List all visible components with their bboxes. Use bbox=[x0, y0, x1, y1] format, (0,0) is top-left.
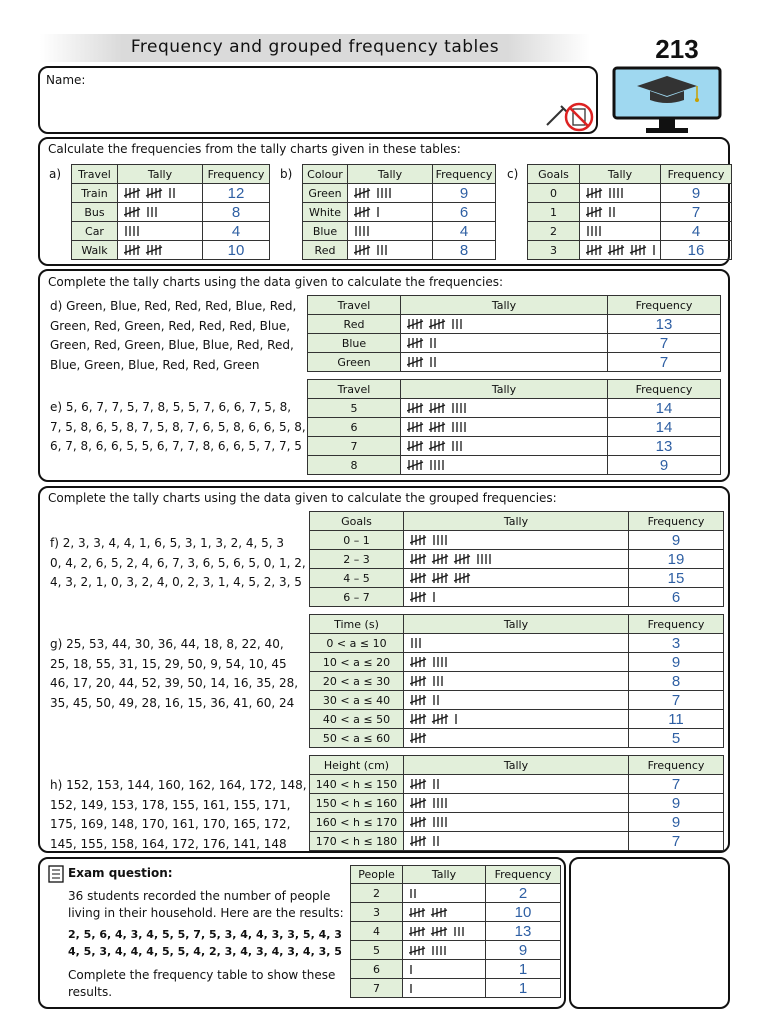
category-cell: 1 bbox=[528, 203, 580, 222]
tally-marks bbox=[410, 590, 440, 604]
category-cell: Green bbox=[308, 353, 401, 372]
tally-marks bbox=[410, 815, 452, 829]
exam-table bbox=[350, 865, 561, 998]
tally-cell[interactable] bbox=[404, 531, 629, 550]
category-cell: 160 < h ≤ 170 bbox=[310, 813, 404, 832]
tally-marks bbox=[410, 655, 452, 669]
category-cell: 10 < a ≤ 20 bbox=[310, 653, 404, 672]
tally-cell[interactable] bbox=[403, 922, 486, 941]
table-row bbox=[72, 241, 270, 260]
question-f-data: f) 2, 3, 3, 4, 4, 1, 6, 5, 3, 1, 3, 2, 4, 5, 3 0, 4, 2, 6, 5, 2, 4, 6, 7, 3, 6, 5, 6, 5, 0, 1, 2, 4, 3, 2, 1, 0, 3, 2, 4, 0, 2, 3, 1, 4, 5, 2, 3, 5 bbox=[50, 536, 306, 589]
tally-cell[interactable] bbox=[348, 203, 433, 222]
tally-marks bbox=[407, 420, 471, 434]
tally-marks bbox=[407, 355, 441, 369]
table-row bbox=[72, 222, 270, 241]
category-cell: 3 bbox=[351, 903, 403, 922]
tally-cell[interactable] bbox=[401, 418, 608, 437]
name-label: Name: bbox=[46, 73, 86, 87]
frequency-cell[interactable]: 7 bbox=[608, 334, 721, 353]
category-cell: 5 bbox=[308, 399, 401, 418]
frequency-cell[interactable]: 16 bbox=[661, 241, 732, 260]
category-cell: 4 bbox=[351, 922, 403, 941]
table-row bbox=[303, 203, 496, 222]
table-c-header-frequency: Frequency bbox=[661, 165, 732, 184]
table-row bbox=[310, 794, 724, 813]
tally-marks bbox=[410, 533, 452, 547]
table-row bbox=[528, 222, 732, 241]
table-row bbox=[72, 184, 270, 203]
category-cell: 140 < h ≤ 150 bbox=[310, 775, 404, 794]
table-c-header-tally: Tally bbox=[580, 165, 661, 184]
tally-marks bbox=[586, 205, 620, 219]
tally-marks bbox=[409, 925, 469, 938]
tally-marks bbox=[410, 674, 448, 688]
section-1-instruction: Calculate the frequencies from the tally charts given in these tables: bbox=[48, 142, 461, 156]
table-h-header-frequency: Frequency bbox=[629, 756, 724, 775]
page-number: 213 bbox=[655, 34, 699, 64]
category-cell: 0 – 1 bbox=[310, 531, 404, 550]
table-row bbox=[310, 634, 724, 653]
table-c bbox=[527, 164, 732, 260]
frequency-cell[interactable]: 6 bbox=[433, 203, 496, 222]
category-cell: Walk bbox=[72, 241, 118, 260]
table-b bbox=[302, 164, 496, 260]
section-3-instruction: Complete the tally charts using the data given to calculate the grouped frequencies: bbox=[48, 491, 557, 505]
table-row bbox=[308, 334, 721, 353]
tally-marks bbox=[586, 243, 660, 257]
tally-cell[interactable] bbox=[404, 832, 629, 851]
table-f-header-frequency: Frequency bbox=[629, 512, 724, 531]
tally-marks bbox=[586, 224, 606, 238]
table-row bbox=[310, 569, 724, 588]
tally-marks bbox=[586, 186, 628, 200]
table-row bbox=[351, 979, 561, 998]
category-cell: 50 < a ≤ 60 bbox=[310, 729, 404, 748]
tally-marks bbox=[410, 712, 462, 726]
tally-marks bbox=[124, 243, 172, 257]
frequency-cell[interactable]: 8 bbox=[629, 672, 724, 691]
category-cell: Blue bbox=[308, 334, 401, 353]
monitor-graduation-cap-icon bbox=[612, 66, 722, 136]
table-b-letter: b) bbox=[280, 167, 293, 181]
checklist-icon bbox=[48, 865, 64, 883]
category-cell: 7 bbox=[308, 437, 401, 456]
marks-box bbox=[569, 857, 730, 1009]
tally-marks bbox=[407, 317, 467, 331]
category-cell: White bbox=[303, 203, 348, 222]
frequency-cell[interactable]: 14 bbox=[608, 418, 721, 437]
category-cell: 3 bbox=[528, 241, 580, 260]
tally-marks bbox=[409, 887, 421, 900]
tally-cell[interactable] bbox=[580, 203, 661, 222]
exam-table-header-tally: Tally bbox=[403, 866, 486, 884]
table-e-header-category: Travel bbox=[308, 380, 401, 399]
tally-marks bbox=[410, 636, 426, 650]
category-cell: 150 < h ≤ 160 bbox=[310, 794, 404, 813]
frequency-cell[interactable]: 13 bbox=[608, 437, 721, 456]
tally-cell[interactable] bbox=[348, 241, 433, 260]
tally-cell[interactable] bbox=[401, 315, 608, 334]
exam-data: 2, 5, 6, 4, 3, 4, 5, 5, 7, 5, 3, 4, 4, 3, 3, 5, 4, 3 4, 5, 3, 4, 4, 4, 5, 5, 4, 2, 3, 4, 3, 4, 3, 4, 3, 5 bbox=[68, 928, 342, 958]
frequency-cell[interactable]: 13 bbox=[486, 922, 561, 941]
table-row bbox=[303, 222, 496, 241]
frequency-cell[interactable]: 15 bbox=[629, 569, 724, 588]
frequency-cell[interactable]: 2 bbox=[486, 884, 561, 903]
category-cell: Red bbox=[308, 315, 401, 334]
table-row bbox=[310, 588, 724, 607]
tally-cell[interactable] bbox=[348, 184, 433, 203]
category-cell: Blue bbox=[303, 222, 348, 241]
tally-marks bbox=[354, 186, 396, 200]
category-cell: 30 < a ≤ 40 bbox=[310, 691, 404, 710]
tally-marks bbox=[409, 982, 417, 995]
tally-cell[interactable] bbox=[401, 334, 608, 353]
tally-marks bbox=[354, 243, 392, 257]
table-e-header-tally: Tally bbox=[401, 380, 608, 399]
tally-cell[interactable] bbox=[580, 241, 661, 260]
category-cell: 0 bbox=[528, 184, 580, 203]
table-row bbox=[310, 550, 724, 569]
frequency-cell[interactable]: 7 bbox=[629, 691, 724, 710]
table-row bbox=[528, 184, 732, 203]
table-d-header-tally: Tally bbox=[401, 296, 608, 315]
table-e-header-frequency: Frequency bbox=[608, 380, 721, 399]
frequency-cell[interactable]: 8 bbox=[203, 203, 270, 222]
table-a-header-category: Travel bbox=[72, 165, 118, 184]
tally-cell[interactable] bbox=[404, 569, 629, 588]
tally-marks bbox=[410, 552, 496, 566]
frequency-cell[interactable]: 9 bbox=[486, 941, 561, 960]
category-cell: 0 < a ≤ 10 bbox=[310, 634, 404, 653]
table-row bbox=[308, 418, 721, 437]
table-h-header-tally: Tally bbox=[404, 756, 629, 775]
category-cell: Bus bbox=[72, 203, 118, 222]
exam-intro: 36 students recorded the number of people living in their household. Here are the results: bbox=[68, 889, 344, 920]
tally-marks bbox=[409, 906, 457, 919]
table-row bbox=[303, 241, 496, 260]
section-2-instruction: Complete the tally charts using the data given to calculate the frequencies: bbox=[48, 275, 504, 289]
tally-marks bbox=[410, 571, 480, 585]
tally-cell[interactable] bbox=[404, 775, 629, 794]
tally-cell[interactable] bbox=[404, 653, 629, 672]
category-cell: 6 – 7 bbox=[310, 588, 404, 607]
table-row bbox=[528, 203, 732, 222]
table-row bbox=[310, 710, 724, 729]
question-d-data: d) Green, Blue, Red, Red, Red, Blue, Red, Green, Red, Green, Red, Red, Red, Blue, Green, Red, Green, Blue, Blue, Red, Red, Blue, Green, Blue, Red, Red, Green bbox=[50, 299, 297, 372]
table-a-letter: a) bbox=[49, 167, 62, 181]
page-title: Frequency and grouped frequency tables bbox=[130, 37, 500, 57]
tally-cell[interactable] bbox=[580, 222, 661, 241]
table-d-header-frequency: Frequency bbox=[608, 296, 721, 315]
table-row bbox=[351, 922, 561, 941]
table-row bbox=[310, 775, 724, 794]
tally-marks bbox=[124, 205, 162, 219]
table-g-header-category: Time (s) bbox=[310, 615, 404, 634]
frequency-cell[interactable]: 9 bbox=[661, 184, 732, 203]
exam-table-header-category: People bbox=[351, 866, 403, 884]
tally-marks bbox=[410, 777, 444, 791]
tally-marks bbox=[410, 693, 444, 707]
frequency-cell[interactable]: 7 bbox=[629, 832, 724, 851]
tally-cell[interactable] bbox=[404, 794, 629, 813]
tally-marks bbox=[407, 439, 467, 453]
category-cell: Red bbox=[303, 241, 348, 260]
tally-marks bbox=[410, 796, 452, 810]
category-cell: 6 bbox=[308, 418, 401, 437]
frequency-cell[interactable]: 14 bbox=[608, 399, 721, 418]
frequency-cell[interactable]: 6 bbox=[629, 588, 724, 607]
table-row bbox=[308, 315, 721, 334]
category-cell: 2 bbox=[351, 884, 403, 903]
table-h-header-category: Height (cm) bbox=[310, 756, 404, 775]
frequency-cell[interactable]: 7 bbox=[629, 775, 724, 794]
table-row bbox=[351, 884, 561, 903]
tally-cell[interactable] bbox=[404, 813, 629, 832]
table-row bbox=[310, 531, 724, 550]
table-row bbox=[310, 813, 724, 832]
table-row bbox=[308, 437, 721, 456]
frequency-cell[interactable]: 11 bbox=[629, 710, 724, 729]
table-d bbox=[307, 295, 721, 372]
table-row bbox=[310, 729, 724, 748]
tally-cell[interactable] bbox=[404, 634, 629, 653]
tally-cell[interactable] bbox=[403, 960, 486, 979]
tally-cell[interactable] bbox=[404, 710, 629, 729]
table-row bbox=[310, 691, 724, 710]
category-cell: 5 bbox=[351, 941, 403, 960]
table-h bbox=[309, 755, 724, 851]
frequency-cell[interactable]: 8 bbox=[433, 241, 496, 260]
frequency-cell[interactable]: 13 bbox=[608, 315, 721, 334]
table-b-header-category: Colour bbox=[303, 165, 348, 184]
tally-cell[interactable] bbox=[401, 456, 608, 475]
tally-cell[interactable] bbox=[404, 588, 629, 607]
tally-cell[interactable] bbox=[118, 184, 203, 203]
table-row bbox=[308, 399, 721, 418]
tally-marks bbox=[354, 205, 384, 219]
tally-cell[interactable] bbox=[403, 903, 486, 922]
table-row bbox=[351, 903, 561, 922]
table-row bbox=[310, 832, 724, 851]
table-a-header-frequency: Frequency bbox=[203, 165, 270, 184]
frequency-cell[interactable]: 4 bbox=[433, 222, 496, 241]
tally-marks bbox=[410, 834, 444, 848]
tally-cell[interactable] bbox=[403, 941, 486, 960]
frequency-cell[interactable]: 19 bbox=[629, 550, 724, 569]
frequency-cell[interactable]: 9 bbox=[608, 456, 721, 475]
frequency-cell[interactable]: 10 bbox=[203, 241, 270, 260]
category-cell: 8 bbox=[308, 456, 401, 475]
tally-marks bbox=[409, 963, 417, 976]
tally-cell[interactable] bbox=[118, 241, 203, 260]
category-cell: 2 bbox=[528, 222, 580, 241]
tally-marks bbox=[410, 731, 436, 745]
tally-cell[interactable] bbox=[348, 222, 433, 241]
frequency-cell[interactable]: 5 bbox=[629, 729, 724, 748]
table-g bbox=[309, 614, 724, 748]
table-row bbox=[310, 653, 724, 672]
tally-cell[interactable] bbox=[118, 203, 203, 222]
frequency-cell[interactable]: 9 bbox=[629, 531, 724, 550]
frequency-cell[interactable]: 10 bbox=[486, 903, 561, 922]
frequency-cell[interactable]: 12 bbox=[203, 184, 270, 203]
question-e-data: e) 5, 6, 7, 7, 5, 7, 8, 5, 5, 7, 6, 6, 7, 5, 8, 7, 5, 8, 6, 5, 8, 7, 5, 8, 7, 6, 5, 8, 6, 6, 5, 8, 6, 7, 8, 6, 6, 5, 5, 6, 7, 7, 8, 6, 6, 5, 7, 7, 5 bbox=[50, 400, 306, 453]
table-a bbox=[71, 164, 270, 260]
tally-cell[interactable] bbox=[404, 691, 629, 710]
tally-cell[interactable] bbox=[404, 672, 629, 691]
table-row bbox=[303, 184, 496, 203]
category-cell: 40 < a ≤ 50 bbox=[310, 710, 404, 729]
table-d-header-category: Travel bbox=[308, 296, 401, 315]
table-c-letter: c) bbox=[507, 167, 519, 181]
category-cell: Train bbox=[72, 184, 118, 203]
category-cell: Car bbox=[72, 222, 118, 241]
frequency-cell[interactable]: 9 bbox=[433, 184, 496, 203]
frequency-cell[interactable]: 1 bbox=[486, 960, 561, 979]
tally-marks bbox=[407, 401, 471, 415]
table-b-header-tally: Tally bbox=[348, 165, 433, 184]
table-row bbox=[308, 353, 721, 372]
category-cell: 20 < a ≤ 30 bbox=[310, 672, 404, 691]
tally-marks bbox=[407, 458, 449, 472]
table-b-header-frequency: Frequency bbox=[433, 165, 496, 184]
frequency-cell[interactable]: 4 bbox=[203, 222, 270, 241]
table-row bbox=[351, 960, 561, 979]
frequency-cell[interactable]: 9 bbox=[629, 813, 724, 832]
tally-cell[interactable] bbox=[118, 222, 203, 241]
category-cell: Green bbox=[303, 184, 348, 203]
tally-cell[interactable] bbox=[401, 399, 608, 418]
frequency-cell[interactable]: 9 bbox=[629, 794, 724, 813]
no-calculator-icon bbox=[564, 102, 594, 132]
tally-cell[interactable] bbox=[401, 437, 608, 456]
table-f bbox=[309, 511, 724, 607]
table-row bbox=[528, 241, 732, 260]
table-g-header-frequency: Frequency bbox=[629, 615, 724, 634]
category-cell: 2 – 3 bbox=[310, 550, 404, 569]
tally-cell[interactable] bbox=[403, 884, 486, 903]
tally-marks bbox=[354, 224, 374, 238]
frequency-cell[interactable]: 7 bbox=[608, 353, 721, 372]
question-g-data: g) 25, 53, 44, 30, 36, 44, 18, 8, 22, 40, 25, 18, 55, 31, 15, 29, 50, 9, 54, 10, 45 46, 17, 20, 44, 52, 39, 50, 14, 16, 35, 28, 35, 45, 50, 49, 28, 16, 15, 36, 41, 60, 24 bbox=[50, 637, 299, 710]
table-f-header-category: Goals bbox=[310, 512, 404, 531]
tally-cell[interactable] bbox=[404, 729, 629, 748]
table-c-header-category: Goals bbox=[528, 165, 580, 184]
category-cell: 7 bbox=[351, 979, 403, 998]
frequency-cell[interactable]: 9 bbox=[629, 653, 724, 672]
question-h-data: h) 152, 153, 144, 160, 162, 164, 172, 148, 152, 149, 153, 178, 155, 161, 155, 171, 175, 169, 148, 170, 161, 170, 165, 172, 145, 155, 158, 164, 172, 176, 141, 148 bbox=[50, 778, 307, 851]
category-cell: 6 bbox=[351, 960, 403, 979]
tally-marks bbox=[124, 224, 144, 238]
table-row bbox=[308, 456, 721, 475]
frequency-cell[interactable]: 7 bbox=[661, 203, 732, 222]
tally-cell[interactable] bbox=[404, 550, 629, 569]
tally-marks bbox=[409, 944, 451, 957]
exam-table-header-frequency: Frequency bbox=[486, 866, 561, 884]
table-row bbox=[72, 203, 270, 222]
category-cell: 170 < h ≤ 180 bbox=[310, 832, 404, 851]
frequency-cell[interactable]: 1 bbox=[486, 979, 561, 998]
frequency-cell[interactable]: 3 bbox=[629, 634, 724, 653]
table-g-header-tally: Tally bbox=[404, 615, 629, 634]
table-row bbox=[310, 672, 724, 691]
table-a-header-tally: Tally bbox=[118, 165, 203, 184]
category-cell: 4 – 5 bbox=[310, 569, 404, 588]
tally-cell[interactable] bbox=[401, 353, 608, 372]
exam-heading: Exam question: bbox=[68, 866, 173, 880]
tally-cell[interactable] bbox=[580, 184, 661, 203]
frequency-cell[interactable]: 4 bbox=[661, 222, 732, 241]
table-row bbox=[351, 941, 561, 960]
table-f-header-tally: Tally bbox=[404, 512, 629, 531]
table-e bbox=[307, 379, 721, 475]
exam-task: Complete the frequency table to show these results. bbox=[68, 968, 336, 999]
name-box[interactable] bbox=[38, 66, 598, 134]
tally-marks bbox=[407, 336, 441, 350]
tally-cell[interactable] bbox=[403, 979, 486, 998]
tally-marks bbox=[124, 186, 180, 200]
